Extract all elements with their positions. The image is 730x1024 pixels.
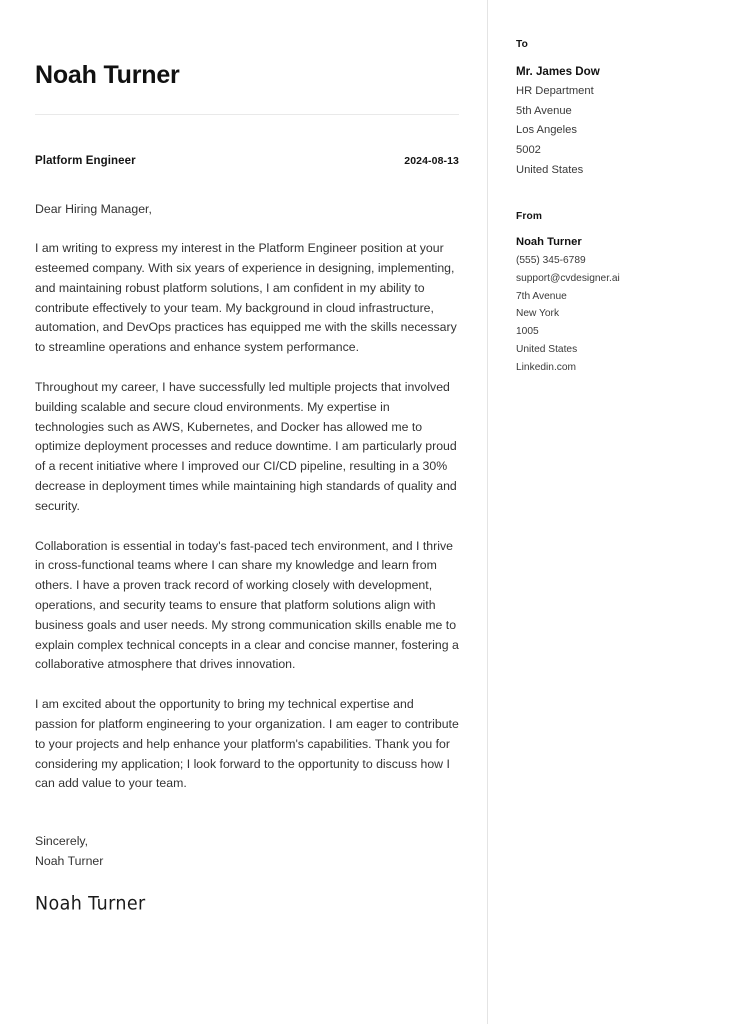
recipient-heading: To — [516, 39, 528, 50]
column-divider — [487, 0, 488, 1024]
sender-country: United States — [516, 344, 578, 356]
sender-street: 7th Avenue — [516, 290, 567, 302]
recipient-line-5: United States — [516, 163, 584, 176]
recipient-name: Mr. James Dow — [516, 65, 600, 78]
sender-phone: (555) 345-6789 — [516, 254, 586, 266]
address-sidebar — [516, 0, 706, 377]
closing-block — [35, 832, 459, 872]
sender-block — [516, 211, 706, 377]
sender-postal-code: 1005 — [516, 326, 539, 338]
page-title: Noah Turner — [35, 61, 180, 89]
recipient-details — [516, 62, 706, 181]
recipient-line-3: Los Angeles — [516, 124, 577, 137]
sender-details — [516, 234, 706, 377]
header-divider-rule — [35, 114, 459, 115]
closing-phrase: Sincerely, — [35, 834, 89, 849]
recipient-block — [516, 39, 706, 181]
recipient-line-1: HR Department — [516, 84, 594, 97]
letter-main-column — [35, 0, 459, 914]
recipient-line-4: 5002 — [516, 144, 541, 157]
letter-paragraph-3: Collaboration is essential in today's fast-paced tech environment, and I thrive in cross-functional teams where I can share my knowledge and learn from others. I have a proven track record of working closely with development, operations, and security teams to ensure that platform solutions align with business goals and user needs. My strong communication skills enable me to explain complex technical concepts in a clear and concise manner, fostering a collaborative atmosphere that drives innovation. — [35, 538, 459, 672]
sender-name: Noah Turner — [516, 235, 582, 248]
sender-linkedin: Linkedin.com — [516, 362, 577, 374]
sender-email: support@cvdesigner.ai — [516, 272, 620, 284]
closing-name: Noah Turner — [35, 854, 104, 869]
letter-paragraph-4: I am excited about the opportunity to bring my technical expertise and passion for platform engineering to your organization. I am eager to contribute to your projects and help enhance your platform's capabilities. Thank you for considering my application; I look forward to the opportunity to discuss how I can add value to your team. — [35, 697, 459, 791]
signature: Noah Turner — [35, 893, 146, 915]
recipient-line-2: 5th Avenue — [516, 104, 572, 117]
letter-paragraph-2: Throughout my career, I have successfully led multiple projects that involved building scalable and secure cloud environments. My expertise in technologies such as AWS, Kubernetes, and Docker has allowed me to optimize deployment processes and reduce downtime. I am particularly proud of a recent initiative where I improved our CI/CD pipeline, resulting in a 30% decrease in deployment times while maintaining high standards of quality and security. — [35, 380, 457, 513]
salutation: Dear Hiring Manager, — [35, 201, 152, 216]
job-title: Platform Engineer — [35, 154, 136, 167]
sender-city: New York — [516, 308, 560, 320]
letter-paragraph-1: I am writing to express my interest in the Platform Engineer position at your esteemed company. With six years of experience in designing, implementing, and maintaining robust platform solutions, I am confident in my ability to contribute effectively to your team. My background in cloud infrastructure, automation, and DevOps practices has equipped me with the skills necessary to streamline operations and enhance system performance. — [35, 241, 457, 355]
letter-date: 2024-08-13 — [404, 154, 459, 167]
sender-heading: From — [516, 210, 543, 222]
job-title-row — [35, 155, 459, 167]
